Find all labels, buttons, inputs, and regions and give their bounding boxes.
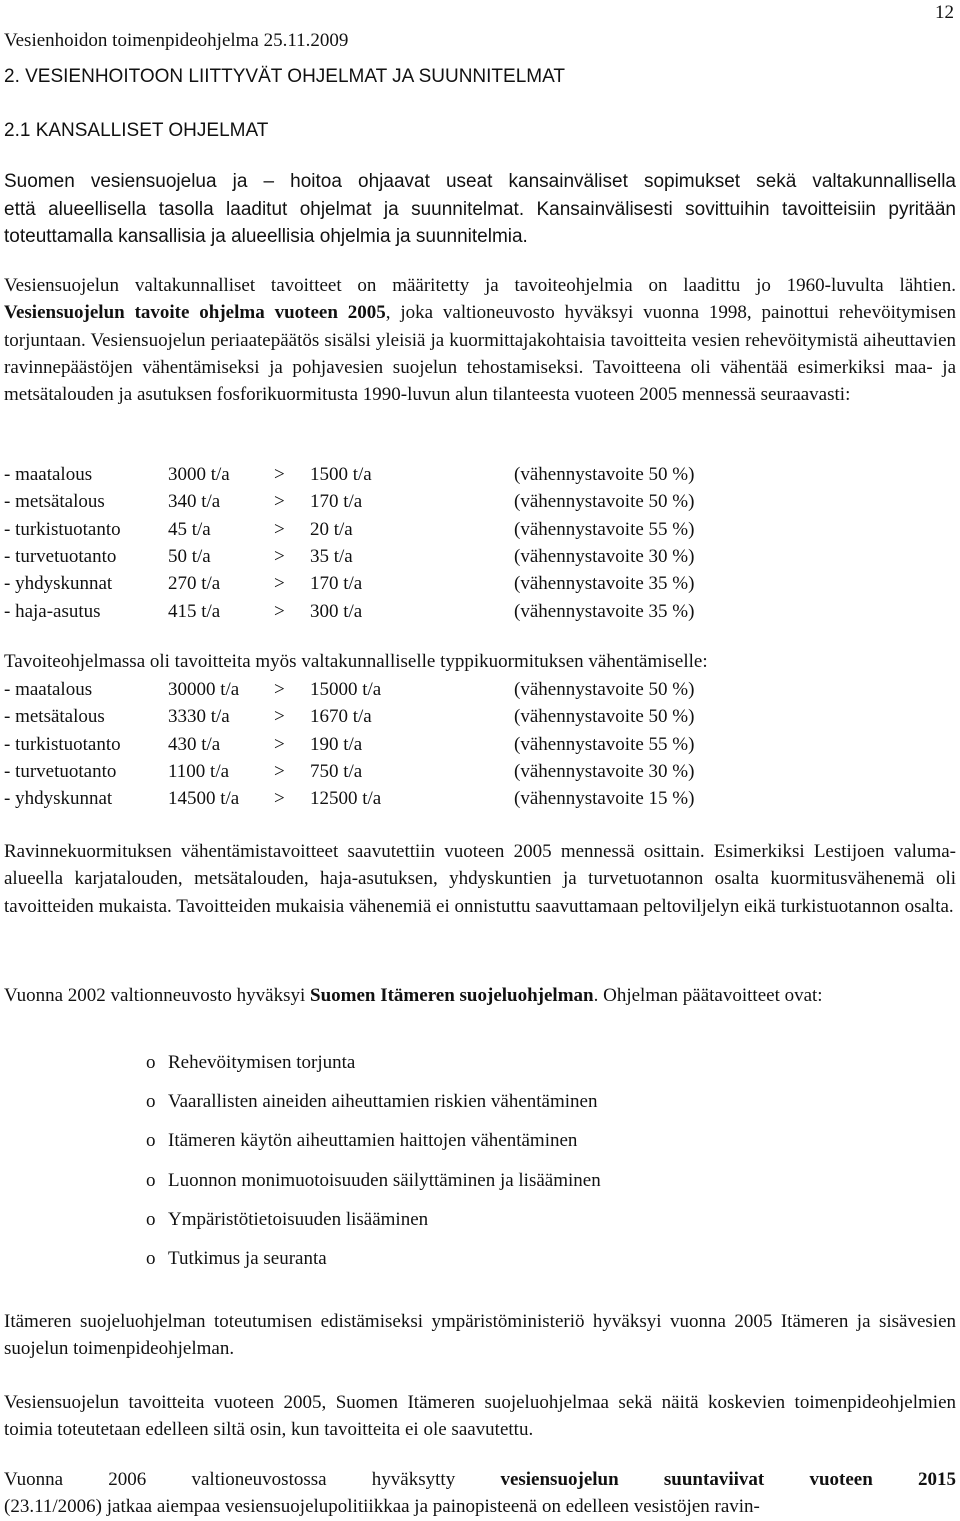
bullet-marker: o [146, 1208, 156, 1230]
intro-paragraph [4, 168, 956, 251]
target-load: 15000 t/a [310, 679, 382, 700]
start-load: 270 t/a [168, 573, 221, 595]
target-row [4, 543, 956, 570]
sector-label: - turvetuotanto [4, 545, 117, 567]
target-row [4, 676, 956, 703]
running-header-title: Vesienhoidon toimenpideohjelma 25.11.2009 [4, 30, 349, 51]
target-row [4, 703, 956, 730]
bullet-marker: o [146, 1248, 156, 1269]
arrow-sign: > [274, 679, 285, 700]
arrow-sign: > [274, 788, 285, 810]
arrow-sign: > [274, 760, 285, 782]
action-program-paragraph: Itämeren suojeluohjelman toteutumisen edistämiseksi ympäristöministeriö hyväksyi vuonna 2005 Itämeren ja sisävesien suojelun toimenpideohjelman. [4, 1311, 956, 1360]
section-heading: 2. VESIENHOITOON LIITTYVÄT OHJELMAT JA SUUNNITELMAT [4, 66, 565, 87]
sector-label: - maatalous [4, 464, 93, 485]
sector-label: - turkistuotanto [4, 733, 121, 755]
start-load: 430 t/a [168, 733, 221, 755]
goal-list-item [146, 1050, 355, 1076]
sector-label: - haja-asutus [4, 600, 101, 622]
goal-list-item [146, 1089, 597, 1115]
goal-list-item [146, 1246, 327, 1272]
sector-label: - turvetuotanto [4, 760, 117, 782]
goal-text: Tutkimus ja seuranta [168, 1248, 327, 1269]
reduction-target: (vähennystavoite 55 %) [514, 733, 695, 755]
reduction-target: (vähennystavoite 50 %) [514, 491, 695, 513]
continuation-paragraph: Vesiensuojelun tavoitteita vuoteen 2005, Suomen Itämeren suojeluohjelmaa sekä näitä koskevien toimenpideohjelmien toimia toteutetaan edelleen siltä osin, kun tavoitteita ei ole saavutettu. [4, 1392, 956, 1441]
sector-label: - yhdyskunnat [4, 573, 113, 595]
target-load: 750 t/a [310, 760, 363, 782]
reduction-target: (vähennystavoite 30 %) [514, 760, 695, 782]
sector-label: - metsätalous [4, 491, 105, 513]
target-load: 170 t/a [310, 491, 363, 513]
arrow-sign: > [274, 491, 285, 513]
reduction-target: (vähennystavoite 35 %) [514, 573, 695, 595]
target-load: 20 t/a [310, 518, 353, 540]
goal-list-item [146, 1168, 601, 1194]
target-load: 35 t/a [310, 545, 353, 567]
target-load: 12500 t/a [310, 788, 382, 810]
guidelines-name-bold: vesiensuojelun suuntaviivat vuoteen 2015 [500, 1469, 957, 1490]
reduction-target: (vähennystavoite 35 %) [514, 600, 695, 622]
paragraph-text: . Ohjelman päätavoitteet ovat: [593, 985, 823, 1006]
goal-text: Vaarallisten aineiden aiheuttamien riskien vähentäminen [168, 1091, 598, 1113]
paragraph-text: Vuonna 2006 valtioneuvostossa hyväksytty [4, 1469, 501, 1490]
goal-text: Itämeren käytön aiheuttamien haittojen vähentäminen [168, 1130, 578, 1152]
target-load: 300 t/a [310, 600, 363, 622]
nitrogen-intro: Tavoiteohjelmassa oli tavoitteita myös valtakunnalliselle typpikuormituksen vähentämiselle: [4, 651, 708, 672]
target-row [4, 785, 956, 812]
target-load: 1500 t/a [310, 464, 372, 485]
sector-label: - turkistuotanto [4, 518, 121, 540]
arrow-sign: > [274, 545, 285, 567]
goal-text: Ympäristötietoisuuden lisääminen [168, 1208, 429, 1230]
guidelines-line-1 [4, 1466, 956, 1493]
reduction-target: (vähennystavoite 15 %) [514, 788, 695, 810]
baltic-program-paragraph [4, 982, 956, 1009]
reduction-target: (vähennystavoite 30 %) [514, 545, 695, 567]
sector-label: - yhdyskunnat [4, 788, 113, 810]
goal-list-item [146, 1207, 428, 1233]
arrow-sign: > [274, 600, 285, 622]
bullet-marker: o [146, 1169, 156, 1191]
arrow-sign: > [274, 733, 285, 755]
paragraph-text: Vesiensuojelun valtakunnalliset tavoitteet on määritetty ja tavoiteohjelmia on laadittu jo 1960-luvulta lähtien. [4, 275, 956, 296]
start-load: 415 t/a [168, 600, 221, 622]
target-load: 190 t/a [310, 733, 363, 755]
start-load: 340 t/a [168, 491, 221, 513]
paragraph-text: Vesiensuojelun periaatepäätös sisälsi yleisiä ja kuormittajakohtaisia tavoitteita vesien rehevöitymistä aiheuttavien ravinnepäästöjen vähentämiseksi ja pohjavesien suojelun tehostamiseksi. Tavoitteena oli vähentää esimerkiksi maa- ja metsätalouden ja asutuksen fosforikuormitusta 1990-luvun alun tilanteesta vuoteen 2005 mennessä seuraavasti: [4, 329, 957, 406]
reduction-target: (vähennystavoite 50 %) [514, 679, 695, 700]
guidelines-line-2: (23.11/2006) jatkaa aiempaa vesiensuojelupolitiikkaa ja painopisteenä on edelleen vesistöjen ravin- [4, 1496, 760, 1518]
target-load: 170 t/a [310, 573, 363, 595]
start-load: 14500 t/a [168, 788, 240, 810]
sector-label: - maatalous [4, 679, 93, 700]
paragraph-text: Vuonna 2002 valtionneuvosto hyväksyi [4, 985, 310, 1006]
goal-text: Luonnon monimuotoisuuden säilyttäminen ja lisääminen [168, 1169, 601, 1191]
goal-text: Rehevöitymisen torjunta [168, 1052, 356, 1073]
arrow-sign: > [274, 464, 285, 485]
start-load: 3330 t/a [168, 706, 230, 728]
national-goals-paragraph [4, 272, 956, 408]
target-row [4, 758, 956, 785]
intro-rest: että alueellisella tasolla laaditut ohjelmat ja suunnitelmat. Kansainvälisesti sovittuihin tavoitteisiin pyritään toteuttamalla kansallisia ja alueellisia ohjelmia ja suunnitelmia. [4, 198, 956, 247]
target-row [4, 461, 956, 488]
bullet-marker: o [146, 1091, 156, 1113]
reduction-target: (vähennystavoite 50 %) [514, 706, 695, 728]
target-load: 1670 t/a [310, 706, 372, 728]
bullet-marker: o [146, 1052, 156, 1073]
target-row [4, 516, 956, 543]
arrow-sign: > [274, 518, 285, 540]
arrow-sign: > [274, 573, 285, 595]
arrow-sign: > [274, 706, 285, 728]
subsection-heading: 2.1 KANSALLISET OHJELMAT [4, 120, 269, 141]
paragraph-text: , joka valtioneuvosto hyväksyi vuonna 1998, painottui rehevöitymisen torjuntaan. [4, 302, 957, 351]
program-name-bold: Suomen Itämeren suojeluohjelman [310, 985, 594, 1006]
bullet-marker: o [146, 1130, 156, 1152]
target-row [4, 598, 956, 625]
results-paragraph: Ravinnekuormituksen vähentämistavoitteet saavutettiin vuoteen 2005 mennessä osittain. Esimerkiksi Lestijoen valuma-alueella karjatalouden, metsätalouden, haja-asutuksen, yhdyskuntien ja turvetuotannon osalta kuormitusvähenemä oli tavoitteiden mukaista. Tavoitteiden mukaisia vähenemiä ei onnistuttu saavuttamaan peltoviljelyn eikä turkistuotannon osalta. [4, 841, 956, 917]
start-load: 30000 t/a [168, 679, 240, 700]
intro-line-1: Suomen vesiensuojelua ja – hoitoa ohjaavat useat kansainväliset sopimukset sekä valtakunnallisella [4, 171, 956, 192]
page-number: 12 [935, 2, 954, 23]
start-load: 45 t/a [168, 518, 211, 540]
start-load: 1100 t/a [168, 760, 230, 782]
start-load: 3000 t/a [168, 464, 230, 485]
program-name-bold: Vesiensuojelun tavoite ohjelma vuoteen 2005 [4, 302, 386, 324]
start-load: 50 t/a [168, 545, 211, 567]
reduction-target: (vähennystavoite 50 %) [514, 464, 695, 485]
goal-list-item [146, 1128, 577, 1154]
target-row [4, 570, 956, 597]
guidelines-paragraph [4, 1466, 956, 1521]
reduction-target: (vähennystavoite 55 %) [514, 518, 695, 540]
target-row [4, 731, 956, 758]
target-row [4, 488, 956, 515]
sector-label: - metsätalous [4, 706, 105, 728]
